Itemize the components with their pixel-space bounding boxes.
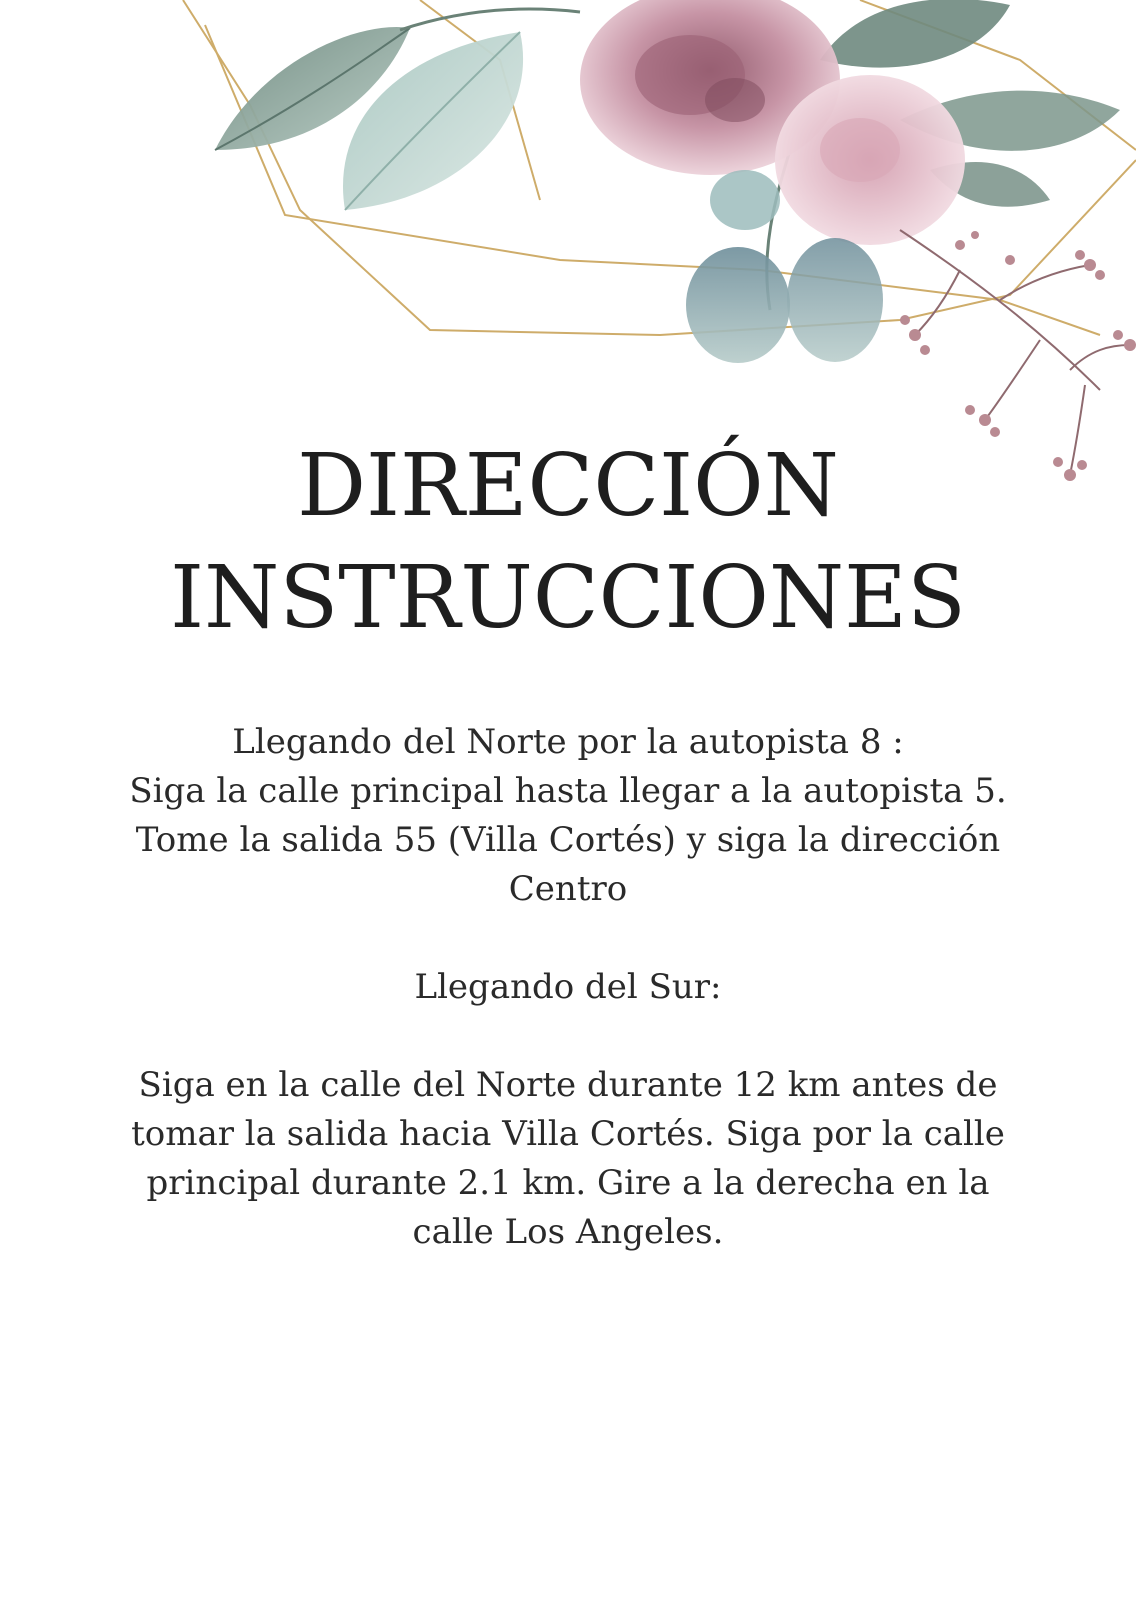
north-line-3: Centro — [508, 869, 628, 909]
eucalyptus-leaf-right — [787, 238, 883, 362]
north-heading: Llegando del Norte por la autopista 8 : — [232, 722, 904, 762]
directions-text — [60, 718, 1076, 1257]
title-line-2: INSTRUCCIONES — [170, 548, 966, 648]
eucalyptus-leaf-left — [686, 247, 790, 363]
title-line-1: DIRECCIÓN — [297, 436, 839, 536]
south-line-1: Siga en la calle del Norte durante 12 km antes de — [138, 1065, 998, 1105]
floral-decoration — [0, 0, 1136, 500]
north-line-2: Tome la salida 55 (Villa Cortés) y siga la dirección — [135, 820, 1001, 860]
north-line-1: Siga la calle principal hasta llegar a la autopista 5. — [129, 771, 1007, 811]
south-line-4: calle Los Angeles. — [412, 1212, 724, 1252]
south-line-2: tomar la salida hacia Villa Cortés. Siga por la calle — [131, 1114, 1005, 1154]
leaf-top-right-shape — [820, 0, 1010, 68]
south-heading: Llegando del Sur: — [414, 967, 722, 1007]
page-title — [0, 430, 1136, 654]
south-line-3: principal durante 2.1 km. Gire a la derecha en la — [146, 1163, 990, 1203]
